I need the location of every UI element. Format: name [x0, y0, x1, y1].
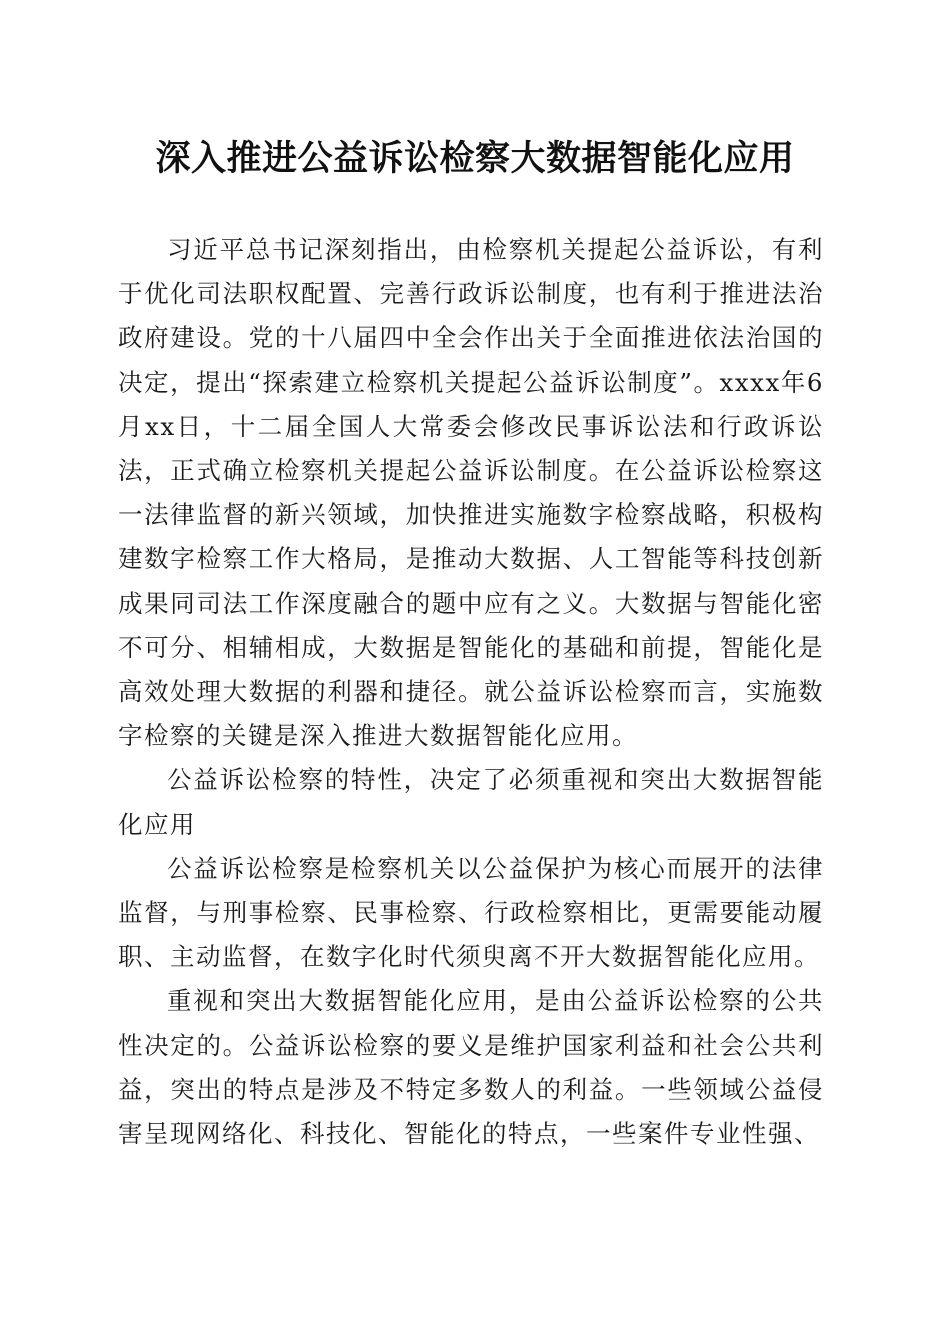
paragraph-section-heading: 公益诉讼检察的特性，决定了必须重视和突出大数据智能化应用: [118, 765, 824, 839]
document-title: 深入推进公益诉讼检察大数据智能化应用: [155, 138, 795, 179]
paragraph-public-nature: 重视和突出大数据智能化应用，是由公益诉讼检察的公共性决定的。公益诉讼检察的要义是维护国家利益和社会公共利益，突出的特点是涉及不特定多数人的利益。一些领域公益侵害呈现网络化、科技化、智能化的特点，一些案件专业性强、: [118, 986, 824, 1149]
paragraph-intro: 习近平总书记深刻指出，由检察机关提起公益诉讼，有利于优化司法职权配置、完善行政诉讼制度，也有利于推进法治政府建设。党的十八届四中全会作出关于全面推进依法治国的决定，提出“探索建立检察机关提起公益诉讼制度”。xxxx年6月xx日，十二届全国人大常委会修改民事诉讼法和行政诉讼法，正式确立检察机关提起公益诉讼制度。在公益诉讼检察这一法律监督的新兴领域，加快推进实施数字检察战略，积极构建数字检察工作大格局，是推动大数据、人工智能等科技创新成果同司法工作深度融合的题中应有之义。大数据与智能化密不可分、相辅相成，大数据是智能化的基础和前提，智能化是高效处理大数据的利器和捷径。就公益诉讼检察而言，实施数字检察的关键是深入推进大数据智能化应用。: [118, 235, 824, 751]
paragraph-characteristics: 公益诉讼检察是检察机关以公益保护为核心而展开的法律监督，与刑事检察、民事检察、行政检察相比，更需要能动履职、主动监督，在数字化时代须臾离不开大数据智能化应用。: [118, 853, 824, 972]
document-body: [118, 228, 824, 1156]
